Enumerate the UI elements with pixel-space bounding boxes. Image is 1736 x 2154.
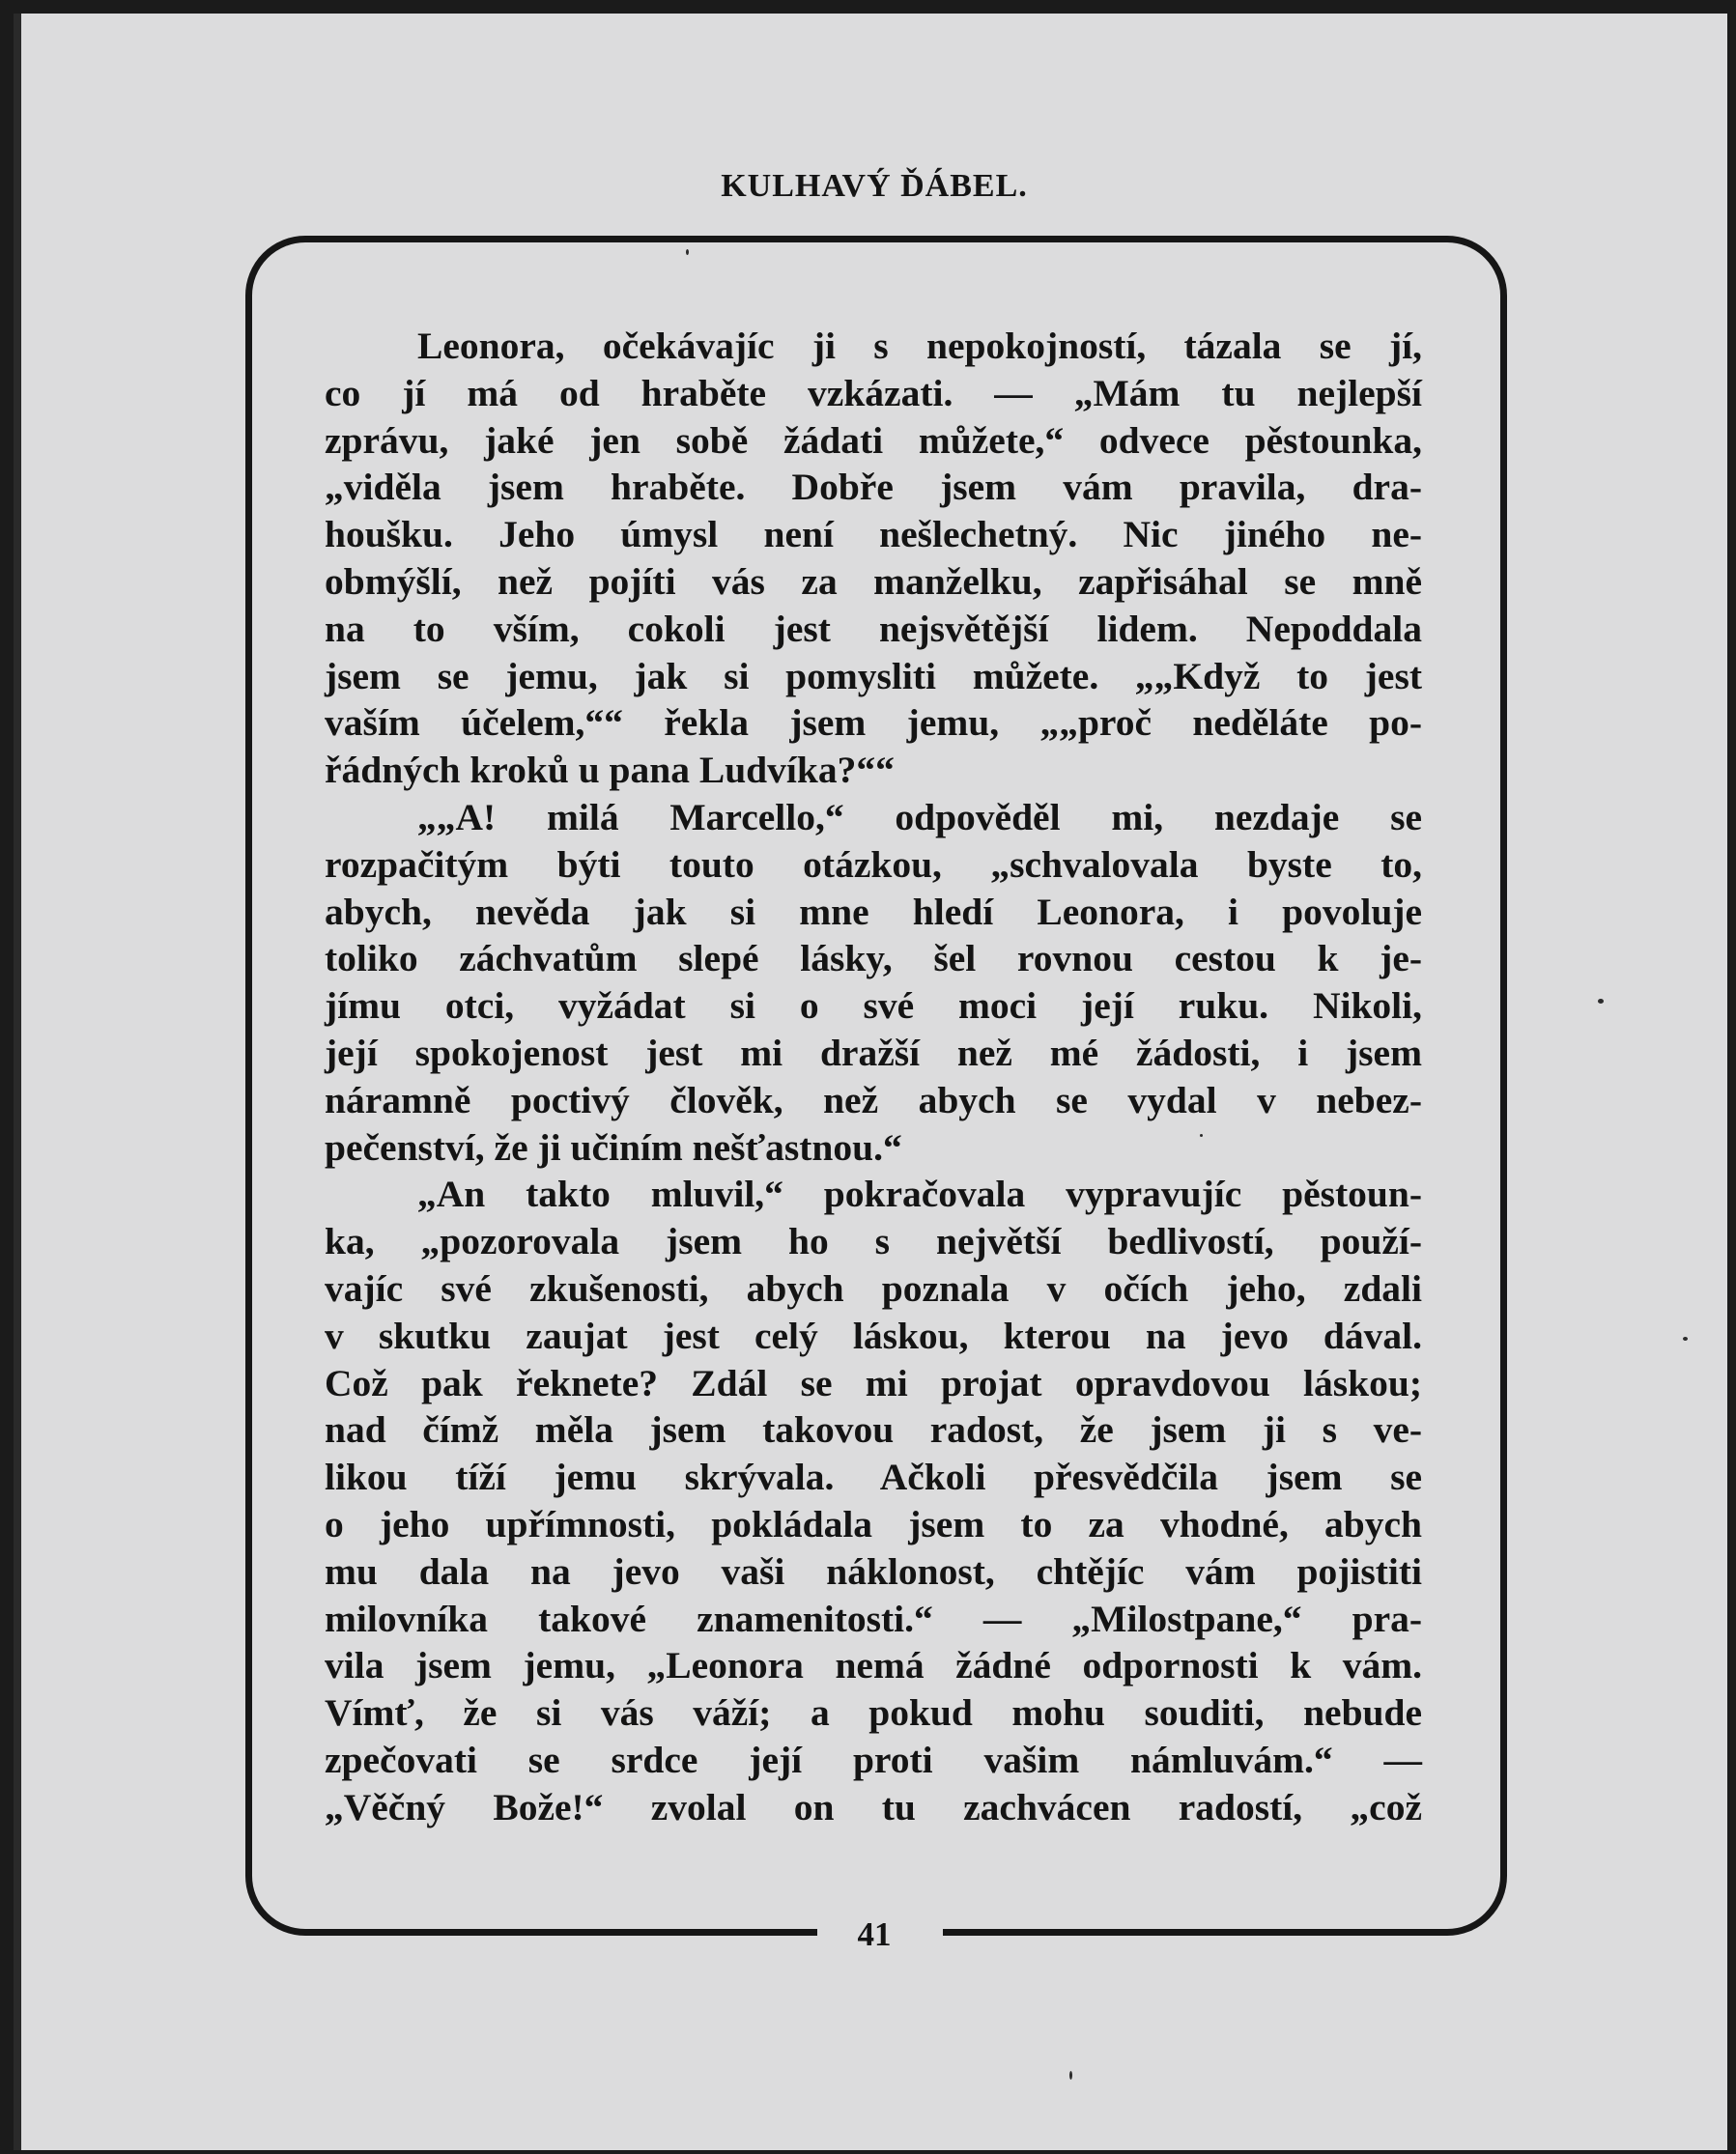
text-line: „viděla jsem hraběte. Dobře jsem vám pravila, dra- — [325, 466, 1422, 509]
scan-speck — [1598, 999, 1604, 1004]
text-line: Což pak řeknete? Zdál se mi projat opravdovou láskou; — [325, 1361, 1422, 1404]
text-line: milovníka takové znamenitosti.“ — „Milostpane,“ pra- — [325, 1597, 1422, 1640]
text-line: „An takto mluvil,“ pokračovala vypravujíc pěstoun- — [417, 1173, 1422, 1216]
text-line: o jeho upřímnosti, pokládala jsem to za vhodné, abych — [325, 1502, 1422, 1545]
text-line: nad čímž měla jsem takovou radost, že jsem ji s ve- — [325, 1408, 1422, 1452]
text-line: mu dala na jevo vaši náklonost, chtějíc vám pojistiti — [325, 1549, 1422, 1593]
scanned-page — [14, 14, 1727, 2150]
text-line: na to vším, cokoli jest nejsvětější lidem. Nepoddala — [325, 607, 1422, 650]
text-line: obmýšlí, než pojíti vás za manželku, zapřisáhal se mně — [325, 559, 1422, 603]
text-line: pečenství, že ji učiním nešťastnou.“ — [325, 1125, 902, 1169]
scan-speck — [1683, 1337, 1688, 1341]
text-line: likou tíží jemu skrývala. Ačkoli přesvědčila jsem se — [325, 1456, 1422, 1499]
text-line: „„A! milá Marcello,“ odpověděl mi, nezdaje se — [417, 795, 1422, 838]
text-line: její spokojenost jest mi dražší než mé žádosti, i jsem — [325, 1031, 1422, 1074]
text-line: jsem se jemu, jak si pomysliti můžete. „„Když to jest — [325, 654, 1422, 697]
page-number: 41 — [857, 1915, 892, 1953]
text-line: Leonora, očekávajíc ji s nepokojností, tázala se jí, — [417, 325, 1422, 367]
text-line: houšku. Jeho úmysl není nešlechetný. Nic jiného ne- — [325, 513, 1422, 556]
text-line: jímu otci, vyžádat si o své moci její ruku. Nikoli, — [325, 984, 1422, 1028]
scan-speck — [1069, 2071, 1072, 2080]
text-line: náramně poctivý člověk, než abych se vydal v nebez- — [325, 1078, 1422, 1121]
text-line: rozpačitým býti touto otázkou, „schvalovala byste to, — [325, 842, 1422, 886]
text-line: toliko záchvatům slepé lásky, šel rovnou cestou k je- — [325, 937, 1422, 980]
text-line: Vímť, že si vás váží; a pokud mohu souditi, nebude — [325, 1691, 1422, 1735]
text-line: abych, nevěda jak si mne hledí Leonora, i povoluje — [325, 890, 1422, 933]
text-line: řádných kroků u pana Ludvíka?““ — [325, 749, 895, 792]
running-head: KULHAVÝ ĎÁBEL. — [721, 168, 1028, 204]
text-line: vila jsem jemu, „Leonora nemá žádné odpornosti k vám. — [325, 1644, 1422, 1687]
text-line: „Věčný Bože!“ zvolal on tu zachvácen radostí, „což — [325, 1785, 1422, 1828]
text-line: vaším účelem,““ řekla jsem jemu, „„proč neděláte po- — [325, 701, 1422, 745]
body-text — [325, 323, 1422, 1831]
text-line: vajíc své zkušenosti, abych poznala v očích jeho, zdali — [325, 1266, 1422, 1310]
text-line: zpečovati se srdce její proti vašim námluvám.“ — — [325, 1738, 1422, 1781]
text-line: v skutku zaujat jest celý láskou, kterou na jevo dával. — [325, 1314, 1422, 1357]
text-line: zprávu, jaké jen sobě žádati můžete,“ odvece pěstounka, — [325, 418, 1422, 462]
text-line: co jí má od hraběte vzkázati. — „Mám tu nejlepší — [325, 371, 1422, 414]
text-line: ka, „pozorovala jsem ho s největší bedlivostí, použí- — [325, 1220, 1422, 1263]
